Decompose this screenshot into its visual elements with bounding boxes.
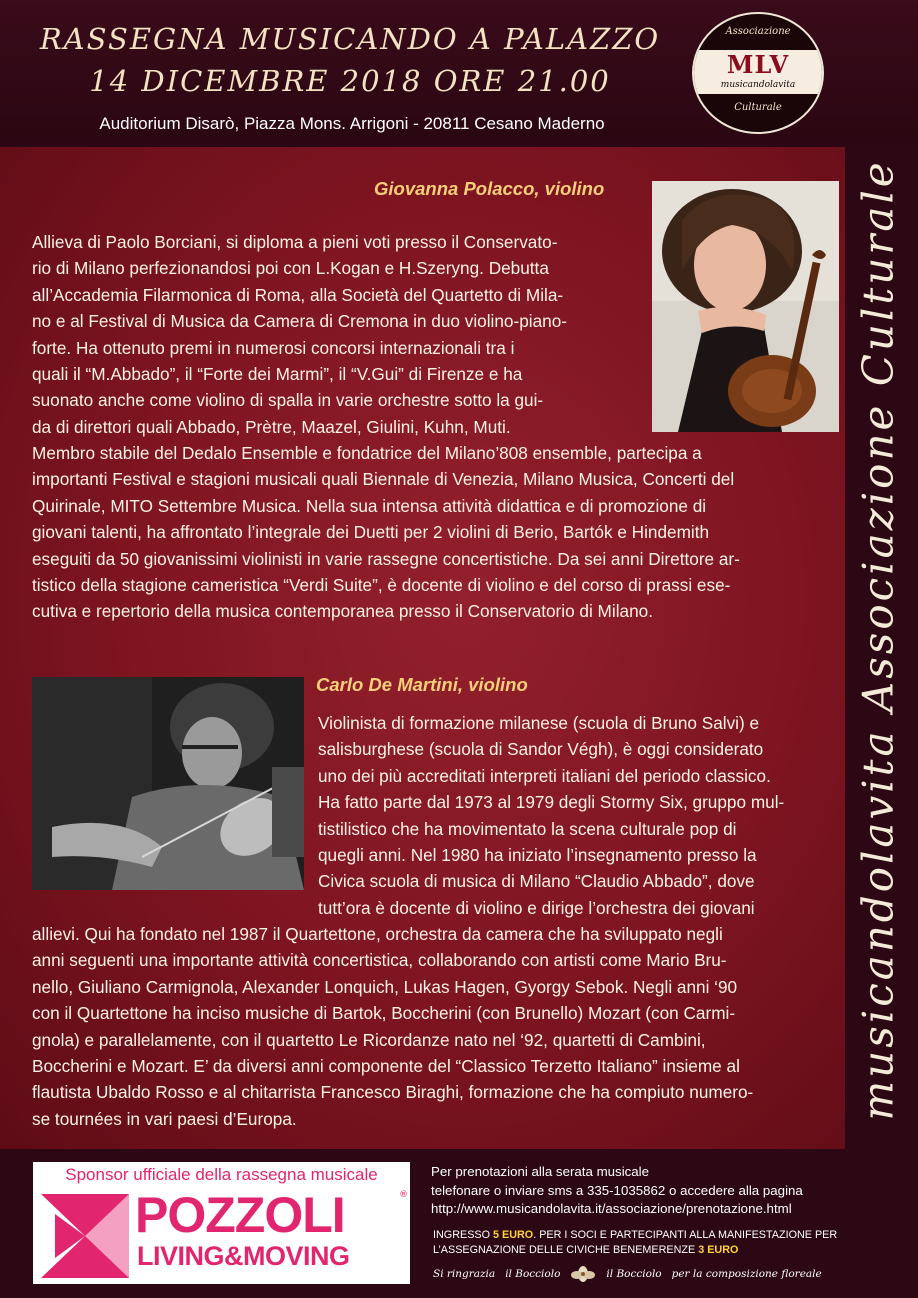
event-venue: Auditorium Disarò, Piazza Mons. Arrigoni - 20811 Cesano Maderno <box>99 114 605 133</box>
bio-line: Ha fatto parte dal 1973 al 1979 degli Stormy Six, gruppo mul- <box>318 792 785 813</box>
logo-top-text: Associazione <box>725 26 791 37</box>
artist2-name: Carlo De Martini, violino <box>316 674 528 695</box>
logo-subtitle: musicandolavita <box>720 80 796 90</box>
association-logo <box>692 12 824 134</box>
bio-line: suonato anche come violino di spalla in varie orchestre sotto la gui- <box>32 390 544 411</box>
bio-line: Allieva di Paolo Borciani, si diploma a pieni voti presso il Conservato- <box>32 232 558 252</box>
entry-reduced-price: 3 EURO <box>698 1244 739 1256</box>
sponsor-registered-mark: ® <box>399 1190 408 1200</box>
flower-icon <box>570 1264 596 1284</box>
bio-line: quali il “M.Abbado”, il “Forte dei Marmi”, il “V.Gui” di Firenze e ha <box>32 364 523 385</box>
artist1-bio-continued <box>32 440 740 625</box>
bio-line: rio di Milano perfezionandosi poi con L.Kogan e H.Szeryng. Debutta <box>32 258 549 279</box>
bio-line: importanti Festival e stagioni musicali quali Biennale di Venezia, Milano Musica, Concerti del <box>32 469 735 490</box>
bio-line: tutt’ora è docente di violino e dirige l’orchestra dei giovani <box>318 897 755 918</box>
bio-line: tistilistico che ha movimentato la scena culturale pop di <box>318 818 737 839</box>
bio-line: giovani talenti, ha affrontato l’integrale dei Duetti per 2 violini di Berio, Bartók e Hindemith <box>32 522 710 543</box>
logo-bottom-text: Culturale <box>734 102 782 113</box>
violinist-portrait-photo-icon <box>652 181 839 432</box>
bio-line: no e al Festival di Musica da Camera di Cremona in duo violino-piano- <box>32 311 567 332</box>
side-script <box>848 160 908 1120</box>
bio-line: Quirinale, MITO Settembre Musica. Nella sua intensa attività didattica e di promozione di <box>32 495 707 516</box>
entry-fee-info <box>433 1228 837 1258</box>
bio-line: Boccherini e Mozart. E’ da diversi anni componente del “Classico Terzetto Italiano” insieme al <box>32 1056 740 1077</box>
event-title: RASSEGNA MUSICANDO A PALAZZO <box>39 22 661 56</box>
artist1-photo <box>652 181 839 432</box>
thanks-line <box>433 1264 822 1284</box>
sponsor-name: POZZOLI <box>135 1187 345 1243</box>
artist1-name: Giovanna Polacco, violino <box>374 178 605 199</box>
entry-line-1 <box>433 1228 837 1243</box>
florist-name: il Bocciolo <box>505 1268 561 1280</box>
booking-info <box>431 1163 803 1219</box>
content-panel <box>0 147 845 1149</box>
thanks-text-end: per la composizione floreale <box>671 1268 822 1280</box>
bio-line: salisburghese (scuola di Sandor Végh), è oggi considerato <box>318 739 764 760</box>
side-script-text: musicandolavita Associazione Culturale <box>853 159 903 1121</box>
bio-line: all’Accademia Filarmonica di Roma, alla Società del Quartetto di Mila- <box>32 284 564 305</box>
booking-line: telefonare o inviare sms a 335-1035862 o accedere alla pagina <box>431 1182 803 1198</box>
thanks-text: Si ringrazia <box>433 1268 496 1280</box>
pozzoli-logo-icon <box>41 1194 129 1278</box>
bio-line: se tournées in vari paesi d’Europa. <box>32 1108 297 1129</box>
sponsor-banner[interactable] <box>33 1162 410 1284</box>
bio-line: eseguiti da 50 giovanissimi violinisti in varie rassegne concertistiche. Da sei anni Direttore ar- <box>32 548 740 569</box>
bio-line: uno dei più accreditati interpreti italiani del periodo classico. <box>318 765 771 786</box>
artist2-photo <box>32 677 304 890</box>
bio-line: anni seguenti una importante attività concertistica, collaborando con artisti come Mario Bru- <box>32 950 727 971</box>
bio-line: con il Quartettone ha inciso musiche di Bartok, Boccherini (con Brunello) Mozart (con Carmi- <box>32 1003 736 1024</box>
entry-line2-prefix: L’ASSEGNAZIONE DELLE CIVICHE BENEMERENZE <box>433 1244 699 1256</box>
bio-line: quegli anni. Nel 1980 ha iniziato l’insegnamento presso la <box>318 845 757 866</box>
bio-line: Civica scuola di musica di Milano “Claudio Abbado”, dove <box>318 871 755 892</box>
bio-line: flautista Ubaldo Rosso e al chitarrista Francesco Biraghi, formazione che ha compiuto numero- <box>32 1082 754 1103</box>
header-banner <box>0 0 918 145</box>
artist2-bio <box>318 710 784 921</box>
artist1-bio <box>32 229 567 440</box>
event-date: 14 DICEMBRE 2018 ORE 21.00 <box>89 64 611 98</box>
entry-mid: . PER I SOCI E PARTECIPANTI ALLA MANIFESTAZIONE PER <box>533 1229 838 1241</box>
bio-line: gnola) e parallelamente, con il quartetto Le Ricordanze nato nel ‘92, quartetti di Cambini, <box>32 1029 706 1050</box>
entry-prefix: INGRESSO <box>433 1229 493 1241</box>
sponsor-label: Sponsor ufficiale della rassegna musicale <box>65 1165 378 1184</box>
artist2-bio-continued <box>32 921 753 1132</box>
bio-line: Violinista di formazione milanese (scuola di Bruno Salvi) e <box>318 713 760 733</box>
bio-line: Membro stabile del Dedalo Ensemble e fondatrice del Milano’808 ensemble, partecipa a <box>32 443 702 463</box>
sponsor-tagline: LIVING&MOVING <box>137 1241 350 1271</box>
bio-line: da di direttori quali Abbado, Prètre, Maazel, Giulini, Kuhn, Muti. <box>32 416 511 437</box>
logo-letters: MLV <box>726 50 790 79</box>
florist-name: il Bocciolo <box>606 1268 662 1280</box>
bio-line: allievi. Qui ha fondato nel 1987 il Quartettone, orchestra da camera che ha sviluppato negli <box>32 924 723 944</box>
bio-line: forte. Ha ottenuto premi in numerosi concorsi internazionali tra i <box>32 337 515 358</box>
bio-line: cutiva e repertorio della musica contemporanea presso il Conservatorio di Milano. <box>32 601 653 622</box>
violinist-playing-photo-icon <box>32 677 304 890</box>
booking-line: Per prenotazioni alla serata musicale <box>431 1164 650 1179</box>
bio-line: tistico della stagione cameristica “Verdi Suite”, è docente di violino e del corso di prassi ese- <box>32 575 731 596</box>
booking-url[interactable]: http://www.musicandolavita.it/associazione/prenotazione.html <box>431 1201 792 1216</box>
entry-price: 5 EURO <box>493 1229 534 1241</box>
bio-line: nello, Giuliano Carmignola, Alexander Lonquich, Lukas Hagen, Gyorgy Sebok. Negli anni ‘90 <box>32 976 738 997</box>
entry-line-2 <box>433 1243 837 1258</box>
